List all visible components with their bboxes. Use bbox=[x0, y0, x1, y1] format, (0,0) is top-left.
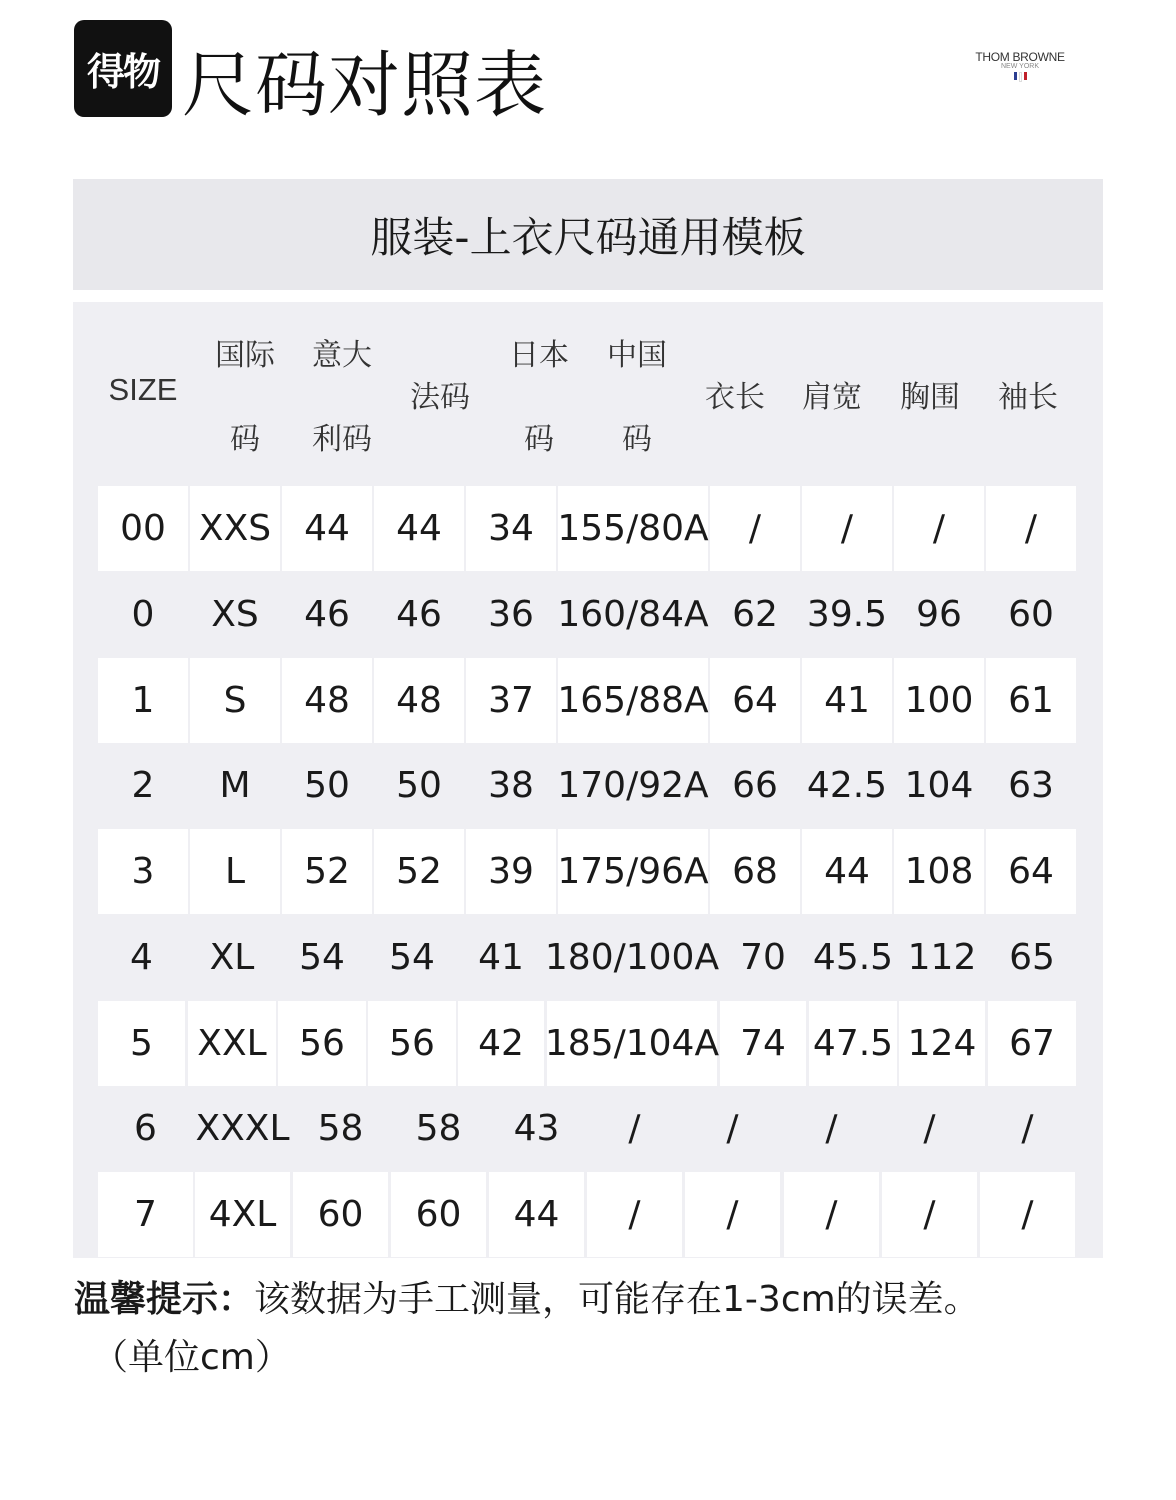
cell-japan: 39 bbox=[466, 829, 556, 914]
cell-japan: 41 bbox=[478, 936, 524, 978]
cell-shoulder: 45.5 bbox=[812, 936, 894, 978]
cell-japan: 38 bbox=[488, 765, 534, 807]
tip-label: 温馨提示： bbox=[74, 1279, 255, 1320]
col-header-size bbox=[98, 302, 188, 482]
cell-size: 7 bbox=[98, 1172, 193, 1257]
cell-length: 62 bbox=[732, 593, 778, 635]
cell-france: 52 bbox=[374, 829, 464, 914]
cell-china: 160/84A bbox=[557, 593, 709, 635]
col-header-china-line2: 码 bbox=[622, 422, 652, 457]
col-header-japan bbox=[494, 302, 584, 482]
col-header-international-line2: 码 bbox=[230, 422, 260, 457]
col-header-international-line1: 国际 bbox=[215, 338, 275, 373]
cell-sleeve: 61 bbox=[986, 658, 1076, 743]
cell-italy: 54 bbox=[299, 936, 345, 978]
template-title: 服装-上衣尺码通用模板 bbox=[370, 212, 806, 262]
template-banner bbox=[73, 179, 1103, 290]
cell-sleeve: / bbox=[986, 486, 1076, 571]
cell-international: XXXL bbox=[195, 1108, 290, 1150]
cell-size: 3 bbox=[98, 829, 188, 914]
col-header-length bbox=[690, 302, 780, 482]
cell-size: 2 bbox=[131, 765, 155, 807]
col-header-japan-line1: 日本 bbox=[509, 338, 569, 373]
cell-france: 60 bbox=[391, 1172, 486, 1257]
col-header-italy-line2: 利码 bbox=[312, 422, 372, 457]
cell-size: 00 bbox=[98, 486, 188, 571]
cell-japan: 34 bbox=[466, 486, 556, 571]
cell-size: 5 bbox=[98, 1001, 185, 1086]
cell-length: / bbox=[685, 1172, 780, 1257]
cell-length: 74 bbox=[720, 1001, 806, 1086]
cell-italy: 44 bbox=[282, 486, 372, 571]
table-row bbox=[0, 572, 1176, 657]
col-header-size-label: SIZE bbox=[108, 372, 178, 407]
cell-chest: 124 bbox=[899, 1001, 985, 1086]
cell-china: 170/92A bbox=[557, 765, 709, 807]
cell-chest: 104 bbox=[904, 765, 974, 807]
cell-chest: 100 bbox=[894, 658, 984, 743]
tip-note bbox=[74, 1272, 980, 1328]
cell-italy: 60 bbox=[293, 1172, 388, 1257]
cell-size: 0 bbox=[131, 593, 155, 635]
cell-italy: 56 bbox=[278, 1001, 366, 1086]
unit-note: （单位cm） bbox=[92, 1337, 291, 1378]
tip-text: 该数据为手工测量，可能存在1-3cm的误差。 bbox=[254, 1279, 980, 1320]
cell-shoulder: 41 bbox=[802, 658, 892, 743]
cell-japan: 36 bbox=[488, 593, 534, 635]
cell-italy: 58 bbox=[317, 1108, 364, 1150]
table-row bbox=[0, 486, 1176, 571]
cell-sleeve: 64 bbox=[986, 829, 1076, 914]
logo-text: 得物 bbox=[86, 50, 159, 94]
cell-shoulder: / bbox=[825, 1108, 838, 1150]
cell-chest: / bbox=[882, 1172, 977, 1257]
col-header-italy bbox=[297, 302, 387, 482]
col-header-length-label: 衣长 bbox=[705, 380, 765, 415]
cell-france: 54 bbox=[389, 936, 435, 978]
cell-shoulder: 42.5 bbox=[806, 765, 888, 807]
cell-china: / bbox=[587, 1172, 682, 1257]
table-row bbox=[0, 743, 1176, 828]
col-header-shoulder bbox=[787, 302, 877, 482]
col-header-france-label: 法码 bbox=[410, 380, 470, 415]
col-header-sleeve bbox=[983, 302, 1073, 482]
table-row bbox=[0, 915, 1176, 1000]
cell-sleeve: 63 bbox=[1008, 765, 1054, 807]
cell-france: 48 bbox=[374, 658, 464, 743]
cell-italy: 52 bbox=[282, 829, 372, 914]
cell-france: 50 bbox=[396, 765, 442, 807]
cell-chest: / bbox=[894, 486, 984, 571]
cell-size: 6 bbox=[134, 1108, 157, 1150]
cell-sleeve: / bbox=[1021, 1108, 1034, 1150]
cell-length: 70 bbox=[740, 936, 786, 978]
cell-international: XL bbox=[209, 936, 255, 978]
col-header-sleeve-label: 袖长 bbox=[998, 380, 1058, 415]
cell-shoulder: / bbox=[802, 486, 892, 571]
cell-shoulder: / bbox=[784, 1172, 879, 1257]
cell-sleeve: / bbox=[980, 1172, 1075, 1257]
table-row bbox=[0, 1001, 1176, 1086]
tricolor-flag-icon bbox=[960, 72, 1080, 82]
cell-china: 155/80A bbox=[558, 486, 708, 571]
col-header-shoulder-label: 肩宽 bbox=[802, 380, 862, 415]
cell-size: 1 bbox=[98, 658, 188, 743]
cell-shoulder: 44 bbox=[802, 829, 892, 914]
cell-length: 64 bbox=[710, 658, 800, 743]
table-row bbox=[0, 658, 1176, 743]
cell-size: 4 bbox=[130, 936, 153, 978]
cell-china: 165/88A bbox=[558, 658, 708, 743]
cell-chest: / bbox=[923, 1108, 936, 1150]
cell-international: XS bbox=[211, 593, 259, 635]
cell-italy: 50 bbox=[304, 765, 350, 807]
cell-japan: 37 bbox=[466, 658, 556, 743]
cell-france: 44 bbox=[374, 486, 464, 571]
col-header-china-line1: 中国 bbox=[607, 338, 667, 373]
cell-japan: 43 bbox=[513, 1108, 560, 1150]
cell-length: / bbox=[710, 486, 800, 571]
cell-chest: 96 bbox=[916, 593, 962, 635]
col-header-japan-line2: 码 bbox=[524, 422, 554, 457]
col-header-chest-label: 胸围 bbox=[900, 380, 960, 415]
cell-international: XXL bbox=[188, 1001, 276, 1086]
page-title: 尺码对照表 bbox=[182, 43, 548, 127]
cell-china: 180/100A bbox=[544, 936, 720, 978]
cell-length: 66 bbox=[732, 765, 778, 807]
cell-japan: 42 bbox=[458, 1001, 544, 1086]
cell-international: XXS bbox=[190, 486, 280, 571]
cell-italy: 48 bbox=[282, 658, 372, 743]
table-row bbox=[0, 1086, 1176, 1171]
cell-international: M bbox=[219, 765, 251, 807]
cell-length: / bbox=[726, 1108, 739, 1150]
brand-subtitle: NEW YORK bbox=[1001, 63, 1039, 70]
table-row bbox=[0, 1172, 1176, 1257]
cell-china: 175/96A bbox=[558, 829, 708, 914]
brand-name: THOM BROWNE bbox=[975, 50, 1065, 64]
cell-china: / bbox=[628, 1108, 641, 1150]
table-row bbox=[0, 829, 1176, 914]
dewu-logo bbox=[74, 20, 172, 117]
cell-japan: 44 bbox=[489, 1172, 584, 1257]
cell-italy: 46 bbox=[304, 593, 350, 635]
cell-sleeve: 60 bbox=[1008, 593, 1054, 635]
cell-chest: 108 bbox=[894, 829, 984, 914]
cell-length: 68 bbox=[710, 829, 800, 914]
cell-chest: 112 bbox=[907, 936, 977, 978]
col-header-chest bbox=[885, 302, 975, 482]
col-header-international bbox=[200, 302, 290, 482]
cell-france: 58 bbox=[415, 1108, 462, 1150]
cell-shoulder: 39.5 bbox=[806, 593, 888, 635]
cell-shoulder: 47.5 bbox=[809, 1001, 897, 1086]
cell-france: 46 bbox=[396, 593, 442, 635]
cell-china: 185/104A bbox=[547, 1001, 717, 1086]
cell-international: S bbox=[190, 658, 280, 743]
cell-sleeve: 67 bbox=[988, 1001, 1076, 1086]
col-header-italy-line1: 意大 bbox=[312, 338, 372, 373]
cell-sleeve: 65 bbox=[1009, 936, 1055, 978]
cell-international: 4XL bbox=[195, 1172, 290, 1257]
brand-logo bbox=[960, 50, 1080, 82]
cell-france: 56 bbox=[368, 1001, 456, 1086]
cell-international: L bbox=[190, 829, 280, 914]
col-header-france bbox=[395, 302, 485, 482]
col-header-china bbox=[592, 302, 682, 482]
